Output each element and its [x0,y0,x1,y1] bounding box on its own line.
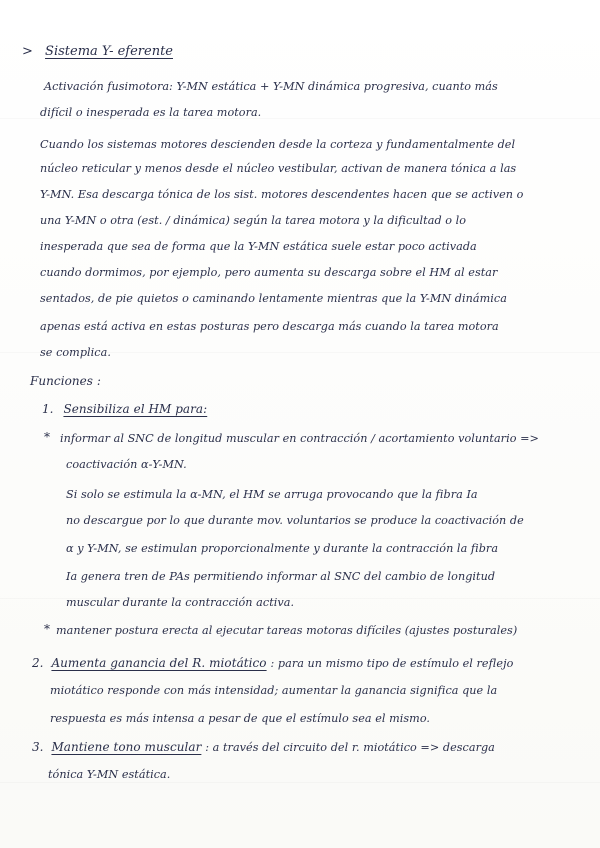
function-1-title: Sensibiliza el HM para: [63,402,208,416]
bullet-star: * [44,622,50,636]
bleed-line [0,782,600,783]
p2-line: Cuando los sistemas motores descienden desde la corteza y fundamentalmente del [40,138,516,151]
f1-detail-line: Ia genera tren de PAs permitiendo informar al SNC del cambio de longitud [66,570,496,583]
f1-detail-line: no descargue por lo que durante mov. voluntarios se produce la coactivación de [66,514,524,527]
title-text: Sistema Y- eferente [45,44,173,59]
p2-line: Y-MN. Esa descarga tónica de los sist. motores descendentes hacen que se activen o [40,188,524,201]
p1-line: Activación fusimotora: Y-MN estática + Y-MN dinámica progresiva, cuanto más [44,80,498,93]
p2-line: cuando dormimos, por ejemplo, pero aumenta su descarga sobre el HM al estar [40,266,498,279]
function-1-heading [42,402,600,416]
f2-line: miotático responde con más intensidad; aumentar la ganancia significa que la [50,684,498,697]
function-2-title: Aumenta ganancia del R. miotático [51,656,267,670]
f1-detail-line: Si solo se estimula la α-MN, el HM se arruga provocando que la fibra Ia [66,488,478,501]
f1-bullet-1-line: informar al SNC de longitud muscular en contracción / acortamiento voluntario => [60,432,539,445]
p2-line: sentados, de pie quietos o caminando lentamente mientras que la Y-MN dinámica [40,292,507,305]
function-2-heading [32,656,600,671]
function-2-number: 2. [32,656,44,670]
p2-line: inesperada que sea de forma que la Y-MN estática suele estar poco activada [40,240,477,253]
function-1-number: 1. [42,402,54,416]
f1-detail-line: α y Y-MN, se estimulan proporcionalmente y durante la contracción la fibra [66,542,499,555]
function-3-heading [32,740,600,755]
p2-line: una Y-MN o otra (est. / dinámica) según la tarea motora y la dificultad o lo [40,214,467,227]
function-3-number: 3. [32,740,44,754]
p2-line: apenas está activa en estas posturas pero descarga más cuando la tarea motora [40,320,499,333]
funciones-label: Funciones : [30,374,101,388]
function-3-rest: : a través del circuito del r. miotático => descarga [205,741,495,754]
f1-bullet-1-line: coactivación α-Y-MN. [66,458,187,471]
title-marker: > [22,44,33,59]
f1-bullet-2-line: mantener postura erecta al ejecutar tareas motoras difíciles (ajustes posturales) [56,624,518,637]
p2-line: núcleo reticular y menos desde el núcleo vestibular, activan de manera tónica a las [40,162,517,175]
f2-line: respuesta es más intensa a pesar de que el estímulo sea el mismo. [50,712,431,725]
function-3-title: Mantiene tono muscular [51,740,202,754]
p2-line: se complica. [40,346,111,359]
bullet-star: * [44,430,50,444]
f1-detail-line: muscular durante la contracción activa. [66,596,295,609]
page-title [22,44,173,59]
function-2-rest: : para un mismo tipo de estímulo el reflejo [270,657,514,670]
p1-line: difícil o inesperada es la tarea motora. [40,106,262,119]
f3-line: tónica Y-MN estática. [48,768,171,781]
